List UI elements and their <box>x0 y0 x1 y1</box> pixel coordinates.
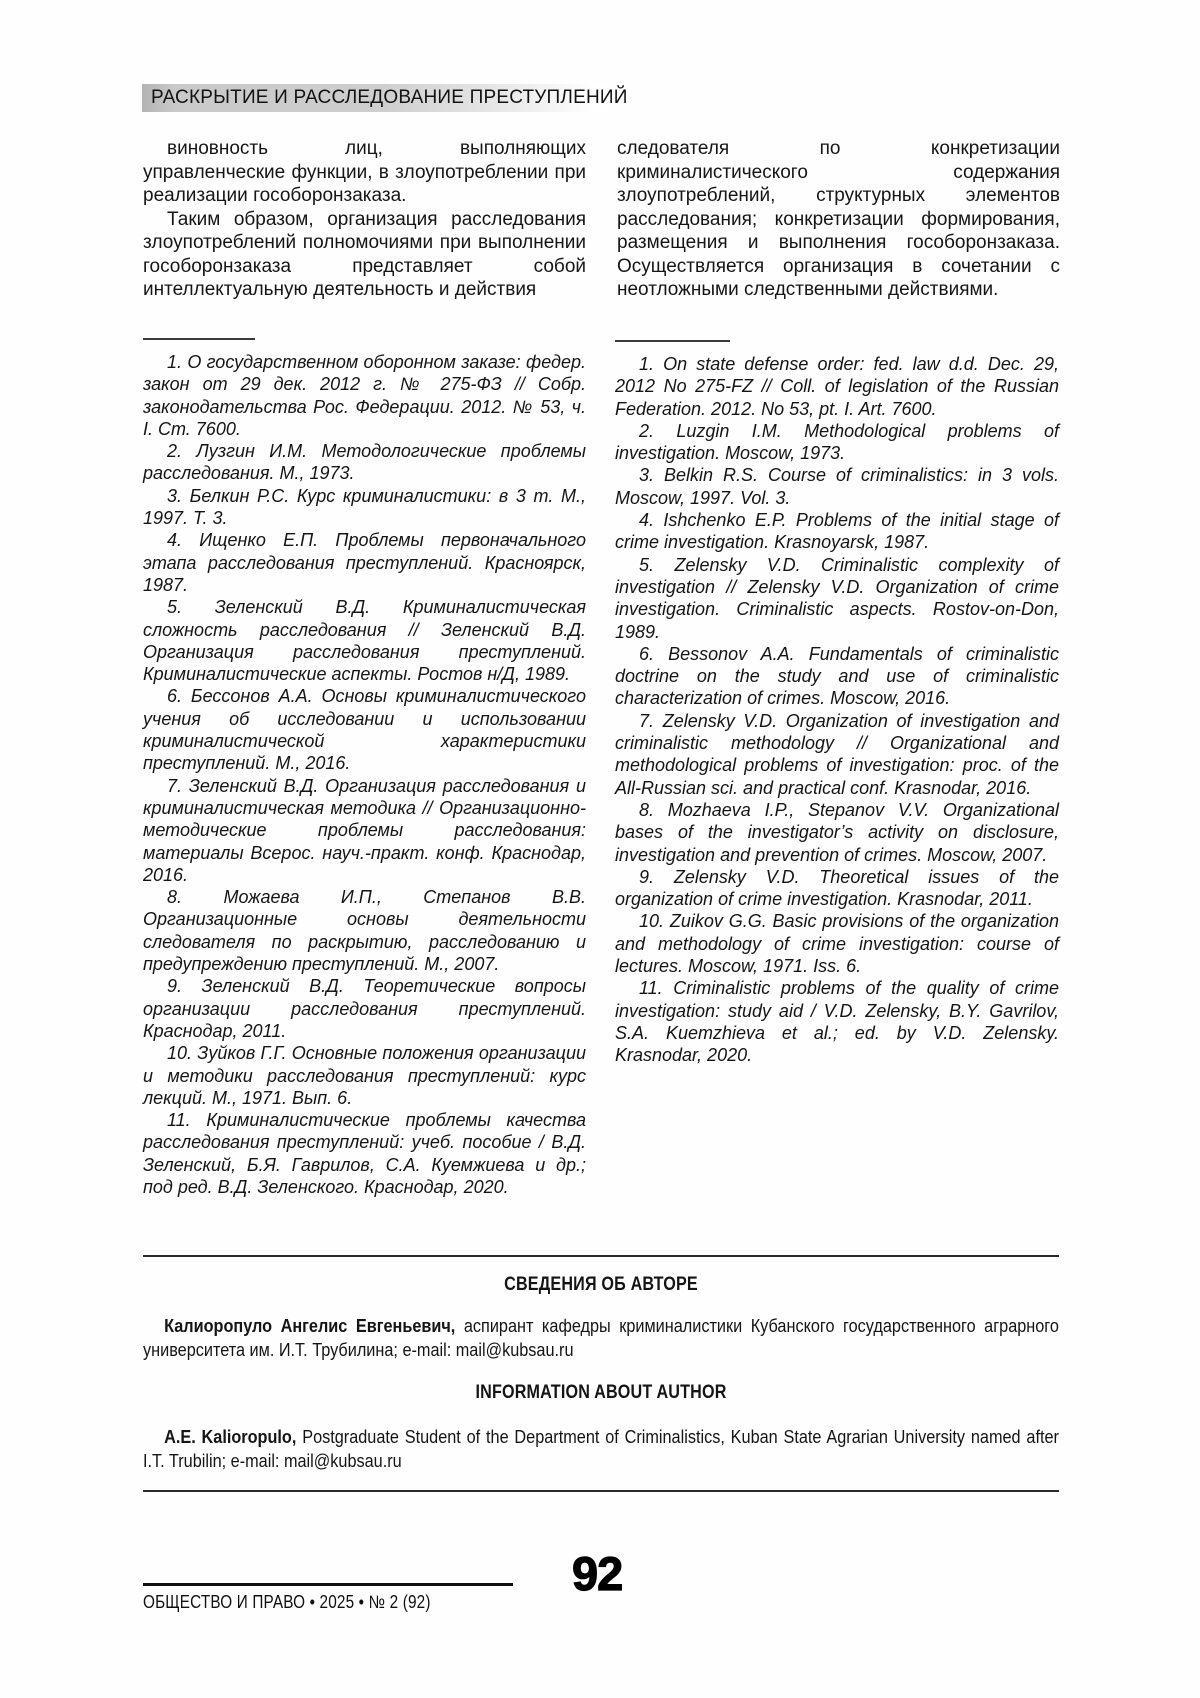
reference-item: 1. О государственном оборонном заказе: федер. закон от 29 дек. 2012 г. № 275-ФЗ // Собр. законодательства Рос. Федерации. 2012. № 53, ч. I. Ст. 7600. <box>143 352 586 439</box>
reference-item: 10. Zuikov G.G. Basic provisions of the organization and methodology of crime investigation: course of lectures. Moscow, 1971. Iss. 6. <box>615 911 1059 977</box>
body-paragraph: виновность лиц, выполняющих управленческие функции, в злоупотреблении при реализации гособоронзаказа. <box>143 138 586 206</box>
reference-item: 7. Zelensky V.D. Organization of investigation and criminalistic methodology // Organizational and methodological problems of investigation: proc. of the All-Russian sci. and practical conf. Krasnodar, 2016. <box>615 710 1059 798</box>
footnote-separator-rule <box>615 340 730 342</box>
author-details-ru: аспирант кафедры криминалистики Кубанского государственного аграрного университета им. И.Т. Трубилина; e-mail: mail@kubsau.ru <box>143 1315 1059 1360</box>
references-russian-list <box>143 351 586 1198</box>
reference-item: 8. Можаева И.П., Степанов В.В. Организационные основы деятельности следователя по раскрытию, расследованию и предупреждению преступлений. М., 2007. <box>143 887 586 975</box>
reference-item: 5. Зеленский В.Д. Криминалистическая сложность расследования // Зеленский В.Д. Организация расследования преступлений. Криминалистические аспекты. Ростов н/Д, 1989. <box>143 597 586 685</box>
reference-item: 8. Mozhaeva I.P., Stepanov V.V. Organizational bases of the investigator’s activity on disclosure, investigation and prevention of crimes. Moscow, 2007. <box>615 799 1059 865</box>
author-details-en: Postgraduate Student of the Department of Criminalistics, Kuban State Agrarian University named after I.T. Trubilin; e-mail: mail@kubsau.ru <box>143 1426 1059 1471</box>
reference-item: 1. On state defense order: fed. law d.d. Dec. 29, 2012 No 275-FZ // Coll. of legislation of the Russian Federation. 2012. No 53, pt. I. Art. 7600. <box>615 354 1059 419</box>
author-section-bottom-rule <box>143 1490 1059 1492</box>
reference-item: 6. Bessonov A.A. Fundamentals of criminalistic doctrine on the study and use of criminalistic characterization of crimes. Moscow, 2016. <box>615 643 1059 709</box>
page-number: 92 <box>572 1547 623 1600</box>
article-body-left-column <box>143 137 586 302</box>
reference-item: 4. Ищенко Е.П. Проблемы первоначального этапа расследования преступлений. Красноярск, 1987. <box>143 530 586 595</box>
running-head-section-title: РАСКРЫТИЕ И РАССЛЕДОВАНИЕ ПРЕСТУПЛЕНИЙ <box>142 84 609 112</box>
reference-item: 3. Belkin R.S. Course of criminalistics: in 3 vols. Moscow, 1997. Vol. 3. <box>615 465 1059 508</box>
reference-item: 6. Бессонов А.А. Основы криминалистического учения об исследовании и использовании криминалистической характеристики преступлений. М., 2016. <box>143 686 586 774</box>
reference-item: 9. Зеленский В.Д. Теоретические вопросы организации расследования преступлений. Краснодар, 2011. <box>143 976 586 1041</box>
reference-item: 2. Luzgin I.M. Methodological problems of investigation. Moscow, 1973. <box>615 420 1059 464</box>
reference-item: 7. Зеленский В.Д. Организация расследования и криминалистическая методика // Организационно-методические проблемы расследования: материалы Всерос. науч.-практ. конф. Краснодар, 2016. <box>143 775 586 885</box>
author-name-ru: Калиоропуло Ангелис Евгеньевич, <box>164 1315 456 1336</box>
author-info-heading-en: INFORMATION ABOUT AUTHOR <box>475 1382 727 1403</box>
footer-rule <box>143 1583 513 1586</box>
reference-item: 5. Zelensky V.D. Criminalistic complexity of investigation // Zelensky V.D. Organization of crime investigation. Criminalistic aspects. Rostov-on-Don, 1989. <box>615 554 1059 642</box>
references-english <box>615 340 1059 1067</box>
body-paragraph: следователя по конкретизации криминалистического содержания злоупотреблений, структурных элементов расследования; конкретизации формирования, размещения и выполнения гособоронзаказа. Осуществляется организация в сочетании с неотложными следственными действиями. <box>617 138 1060 300</box>
body-paragraph: Таким образом, организация расследования злоупотреблений полномочиями при выполнении гособоронзаказа представляет собой интеллектуальную деятельность и действия <box>143 208 586 300</box>
author-info-en <box>143 1425 1059 1472</box>
footnote-separator-rule <box>143 338 255 340</box>
reference-item: 4. Ishchenko E.P. Problems of the initial stage of crime investigation. Krasnoyarsk, 1987. <box>615 510 1059 553</box>
article-body-right-column <box>617 137 1060 302</box>
references-russian <box>143 338 586 1198</box>
reference-item: 2. Лузгин И.М. Методологические проблемы расследования. М., 1973. <box>143 441 586 484</box>
journal-footer-line: ОБЩЕСТВО И ПРАВО • 2025 • № 2 (92) <box>143 1592 431 1612</box>
reference-item: 11. Criminalistic problems of the quality of crime investigation: study aid / V.D. Zelensky, B.Y. Gavrilov, S.A. Kuemzhieva et al.; ed. by V.D. Zelensky. Krasnodar, 2020. <box>615 978 1059 1066</box>
reference-item: 10. Зуйков Г.Г. Основные положения организации и методики расследования преступлений: курс лекций. М., 1971. Вып. 6. <box>143 1043 586 1108</box>
author-info-ru <box>143 1314 1059 1361</box>
references-english-list <box>615 353 1059 1067</box>
reference-item: 3. Белкин Р.С. Курс криминалистики: в 3 т. М., 1997. Т. 3. <box>143 485 586 529</box>
reference-item: 9. Zelensky V.D. Theoretical issues of the organization of crime investigation. Krasnodar, 2011. <box>615 866 1059 910</box>
reference-item: 11. Криминалистические проблемы качества расследования преступлений: учеб. пособие / В.Д. Зеленский, Б.Я. Гаврилов, С.А. Куемжиева и др.; под ред. В.Д. Зеленского. Краснодар, 2020. <box>143 1110 586 1197</box>
author-info-heading-ru: СВЕДЕНИЯ ОБ АВТОРЕ <box>504 1274 698 1295</box>
author-name-en: A.E. Kalioropulo, <box>164 1426 297 1447</box>
author-section-top-rule <box>143 1255 1059 1257</box>
